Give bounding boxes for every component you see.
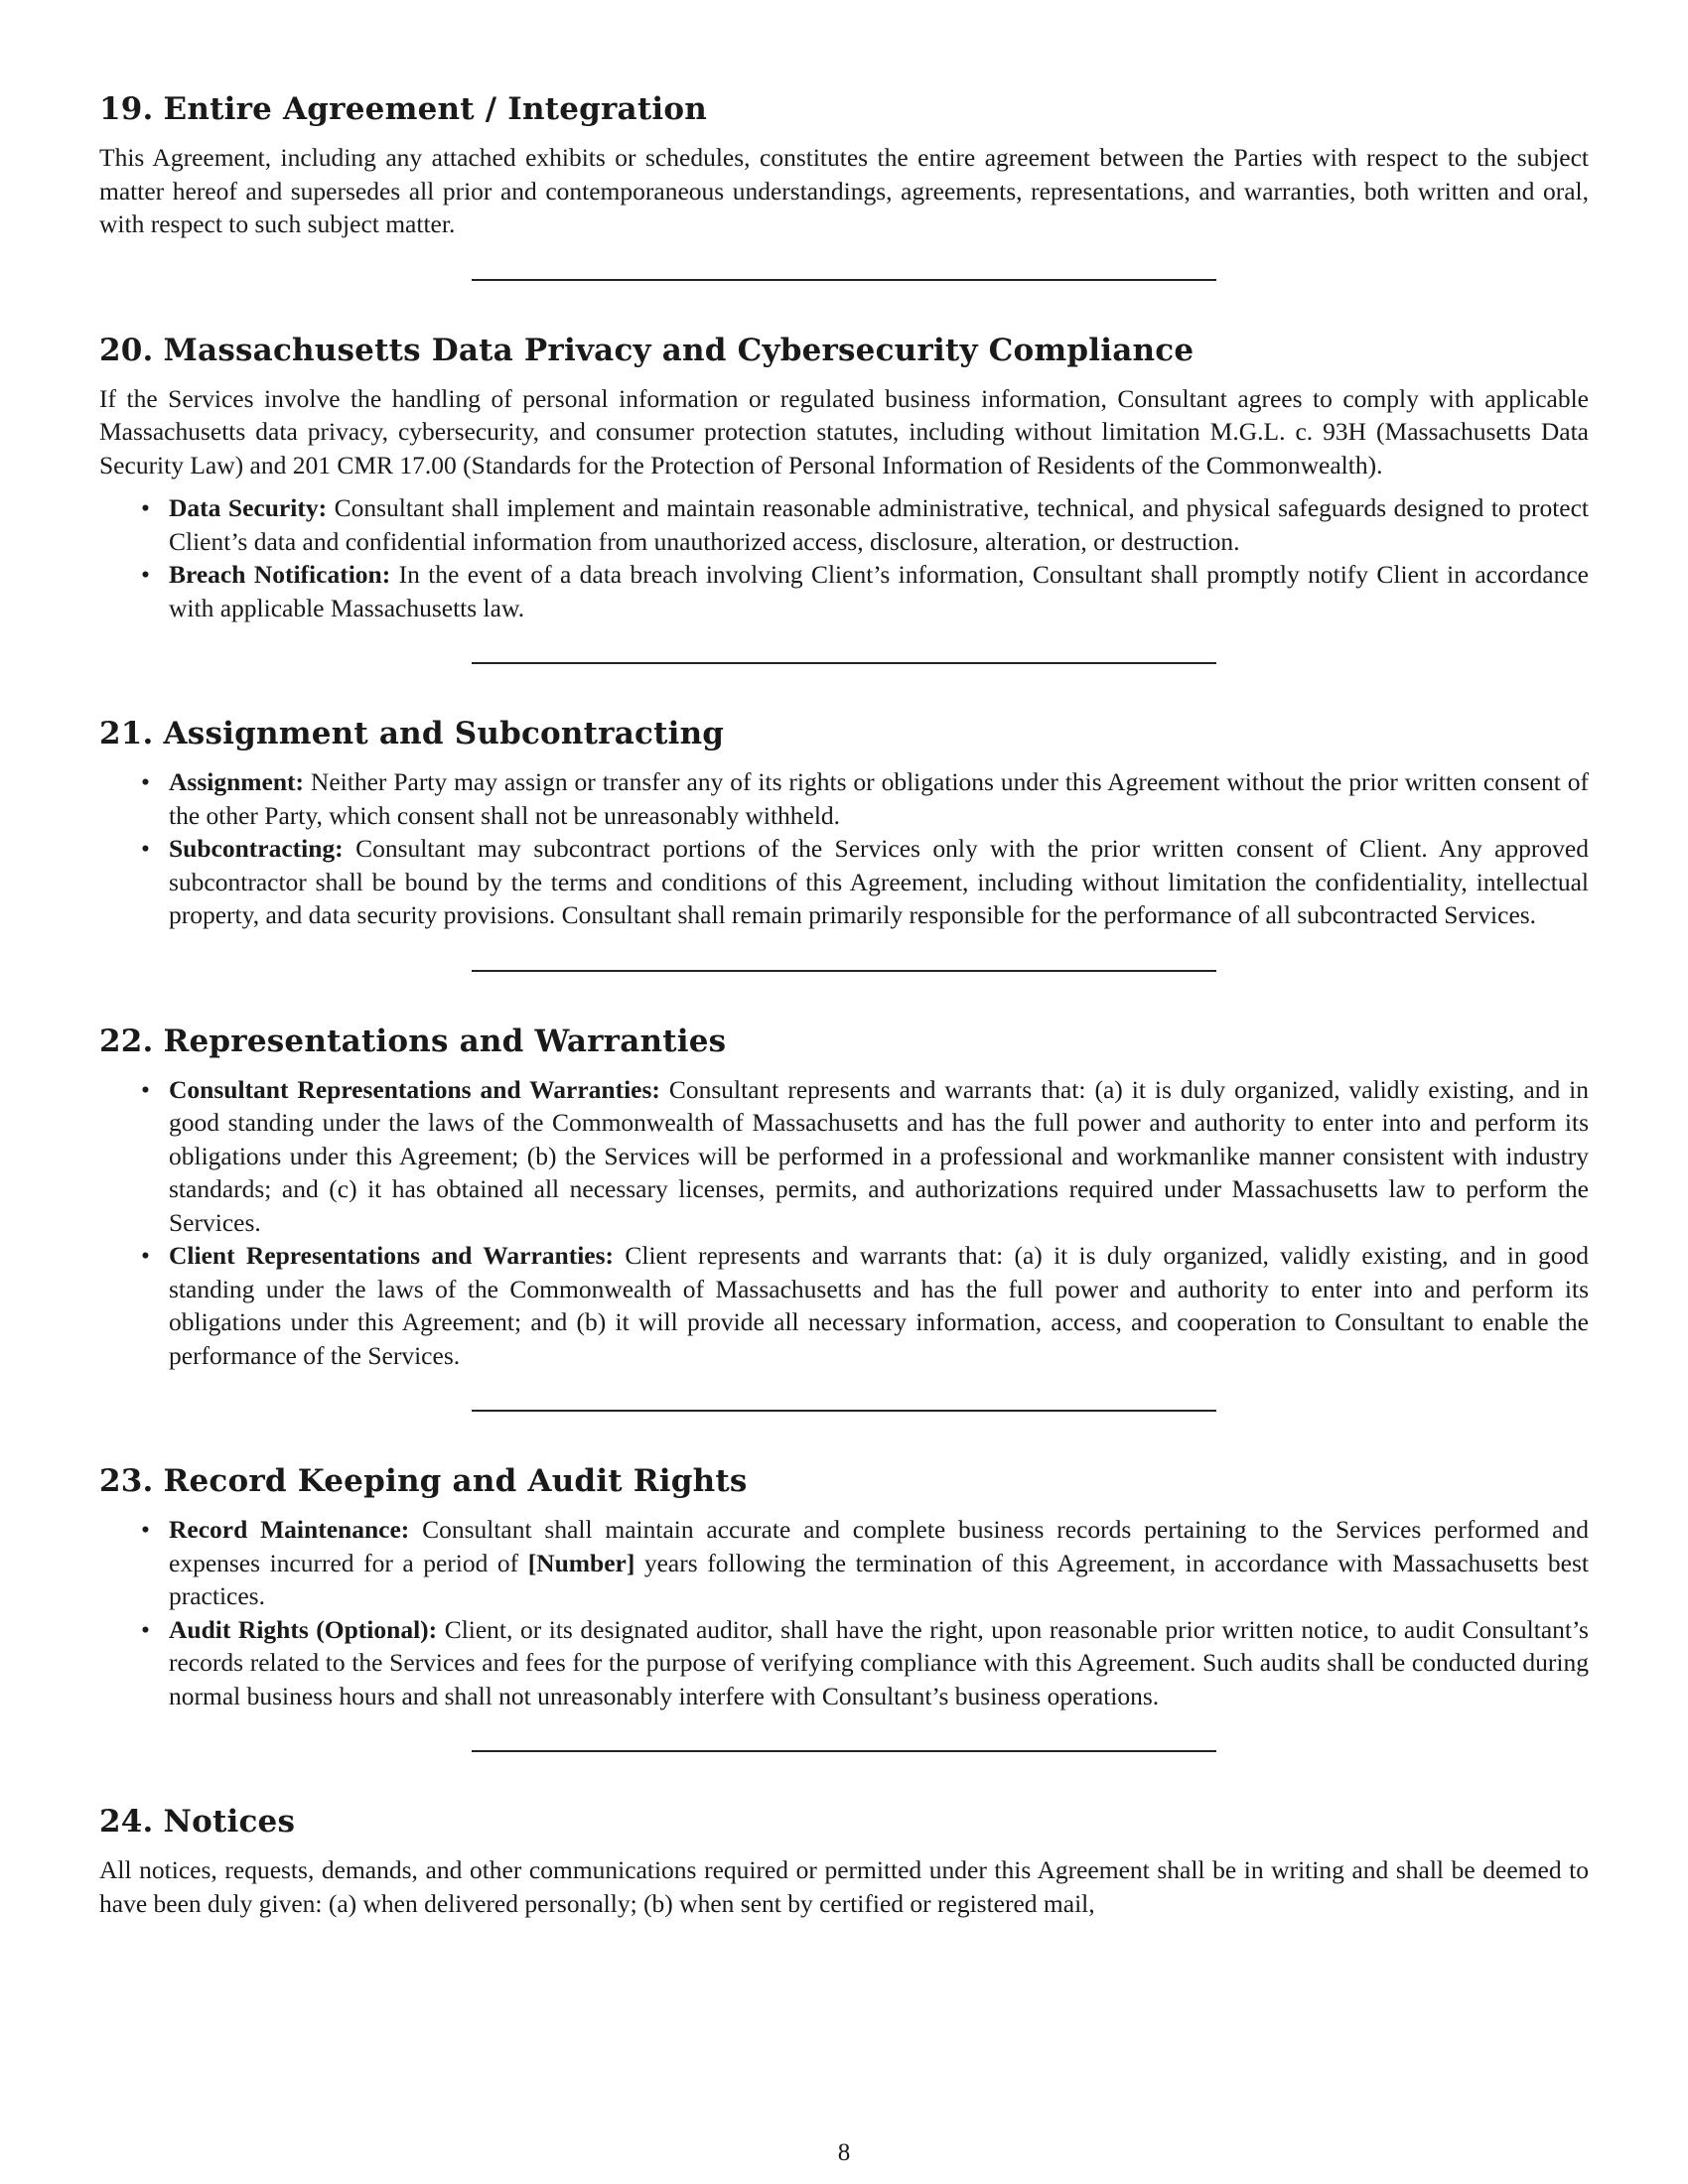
item-lead: Client Representations and Warranties: bbox=[169, 1241, 615, 1270]
section-divider bbox=[472, 1750, 1216, 1752]
item-lead: Consultant Representations and Warranties: bbox=[169, 1074, 660, 1104]
item-lead: Breach Notification: bbox=[169, 560, 391, 589]
item-lead: Audit Rights (Optional): bbox=[169, 1614, 438, 1644]
list-item bbox=[141, 1513, 1589, 1613]
section-number: 21. bbox=[99, 716, 154, 751]
section-number: 24. bbox=[99, 1804, 154, 1840]
section-23 bbox=[99, 1461, 1589, 1752]
section-number: 22. bbox=[99, 1023, 154, 1059]
section-title: Massachusetts Data Privacy and Cybersecurity Compliance bbox=[163, 332, 1195, 368]
section-title: Notices bbox=[163, 1804, 296, 1840]
item-lead: Data Security: bbox=[169, 493, 328, 522]
page-number: 8 bbox=[837, 2139, 851, 2166]
bullet-icon: • bbox=[141, 1515, 150, 1544]
item-text: Consultant shall implement and maintain reasonable administrative, technical, and physical safeguards designed to protect Client’s data and confidential information from unauthorized access, disclosure, alteration, or destruction. bbox=[169, 493, 1589, 556]
list-item bbox=[141, 1073, 1590, 1240]
section-number: 23. bbox=[99, 1463, 154, 1499]
section-heading bbox=[99, 714, 1589, 753]
list-item bbox=[141, 558, 1589, 624]
item-text: Client represents and warrants that: (a) it is duly organized, validly existing, and in good standing under the laws of the Commonwealth of Massachusetts and has the full power and authority to enter into and perform its obligations under this Agreement; and (b) it will provide all necessary information, access, and cooperation to Consultant to enable the performance of the Services. bbox=[169, 1241, 1590, 1370]
section-heading bbox=[99, 1802, 1589, 1842]
item-text: Consultant shall maintain accurate and complete business records pertaining to the Services performed and expenses incurred for a period of bbox=[169, 1515, 1589, 1577]
section-title: Record Keeping and Audit Rights bbox=[163, 1463, 748, 1499]
section-title: Representations and Warranties bbox=[163, 1023, 727, 1059]
list-item bbox=[141, 1239, 1590, 1372]
section-heading bbox=[99, 331, 1589, 370]
list-item bbox=[141, 832, 1589, 932]
list-item bbox=[141, 491, 1589, 558]
section-divider bbox=[472, 1410, 1216, 1412]
bullet-icon: • bbox=[141, 767, 150, 796]
section-heading bbox=[99, 1022, 1589, 1061]
bullet-list bbox=[99, 491, 1589, 624]
item-text: years following the termination of this Agreement, in accordance with Massachusetts best practices. bbox=[169, 1548, 1589, 1610]
item-lead: Record Maintenance: bbox=[169, 1515, 410, 1544]
list-item bbox=[141, 1613, 1589, 1713]
item-text: Neither Party may assign or transfer any of its rights or obligations under this Agreement without the prior written consent of the other Party, which consent shall not be unreasonably withheld. bbox=[169, 767, 1589, 830]
list-item bbox=[141, 765, 1589, 832]
bullet-list bbox=[99, 765, 1589, 932]
item-lead: Subcontracting: bbox=[169, 834, 344, 863]
section-21 bbox=[99, 714, 1589, 972]
item-text: Consultant may subcontract portions of the Services only with the prior written consent of Client. Any approved subcontractor shall be bound by the terms and conditions of this Agreement, including without limitation the confidentiality, intellectual property, and data security provisions. Consultant shall remain primarily responsible for the performance of all subcontracted Services. bbox=[169, 834, 1589, 929]
bullet-icon: • bbox=[141, 493, 150, 522]
item-lead: Assignment: bbox=[169, 767, 305, 796]
section-paragraph: If the Services involve the handling of personal information or regulated business information, Consultant agrees to comply with applicable Massachusetts data privacy, cybersecurity, and consumer protection statutes, including without limitation M.G.L. c. 93H (Massachusetts Data Security Law) and 201 CMR 17.00 (Standards for the Protection of Personal Information of Residents of the Commonwealth). bbox=[99, 383, 1589, 479]
bullet-icon: • bbox=[141, 1241, 150, 1270]
section-paragraph: All notices, requests, demands, and other communications required or permitted under this Agreement shall be in writing and shall be deemed to have been duly given: (a) when delivered personally; (b) when sent by certified or registered mail, bbox=[99, 1855, 1589, 1918]
bullet-list bbox=[99, 1073, 1589, 1373]
section-divider bbox=[472, 970, 1216, 972]
section-paragraph: This Agreement, including any attached exhibits or schedules, constitutes the entire agreement between the Parties with respect to the subject matter hereof and supersedes all prior and contemporaneous understandings, agreements, representations, and warranties, both written and oral, with respect to such subject matter. bbox=[99, 143, 1589, 238]
bullet-icon: • bbox=[141, 560, 150, 589]
section-heading bbox=[99, 1461, 1589, 1501]
section-divider bbox=[472, 279, 1216, 281]
section-19 bbox=[99, 89, 1589, 281]
section-divider bbox=[472, 662, 1216, 664]
bullet-icon: • bbox=[141, 1614, 150, 1644]
item-text: Consultant represents and warrants that: (a) it is duly organized, validly existing, and in good standing under the laws of the Commonwealth of Massachusetts and has the full power and authority to enter into and perform its obligations under this Agreement; (b) the Services will be performed in a professional and workmanlike manner consistent with industry standards; and (c) it has obtained all necessary licenses, permits, and authorizations required under Massachusetts law to perform the Services. bbox=[169, 1074, 1590, 1237]
section-title: Entire Agreement / Integration bbox=[163, 91, 707, 127]
bullet-icon: • bbox=[141, 834, 150, 863]
section-title: Assignment and Subcontracting bbox=[163, 716, 725, 751]
section-22 bbox=[99, 1022, 1589, 1413]
document-page bbox=[99, 89, 1589, 1920]
bullet-icon: • bbox=[141, 1074, 150, 1104]
section-number: 20. bbox=[99, 332, 154, 368]
bullet-list bbox=[99, 1513, 1589, 1712]
section-20 bbox=[99, 331, 1589, 665]
section-number: 19. bbox=[99, 91, 154, 127]
section-heading bbox=[99, 89, 1589, 129]
section-24 bbox=[99, 1802, 1589, 1920]
item-text: In the event of a data breach involving Client’s information, Consultant shall promptly notify Client in accordance with applicable Massachusetts law. bbox=[169, 560, 1589, 622]
item-text: Client, or its designated auditor, shall have the right, upon reasonable prior written notice, to audit Consultant’s records related to the Services and fees for the purpose of verifying compliance with this Agreement. Such audits shall be conducted during normal business hours and shall not unreasonably interfere with Consultant’s business operations. bbox=[169, 1614, 1589, 1710]
number-placeholder: [Number] bbox=[527, 1548, 635, 1577]
